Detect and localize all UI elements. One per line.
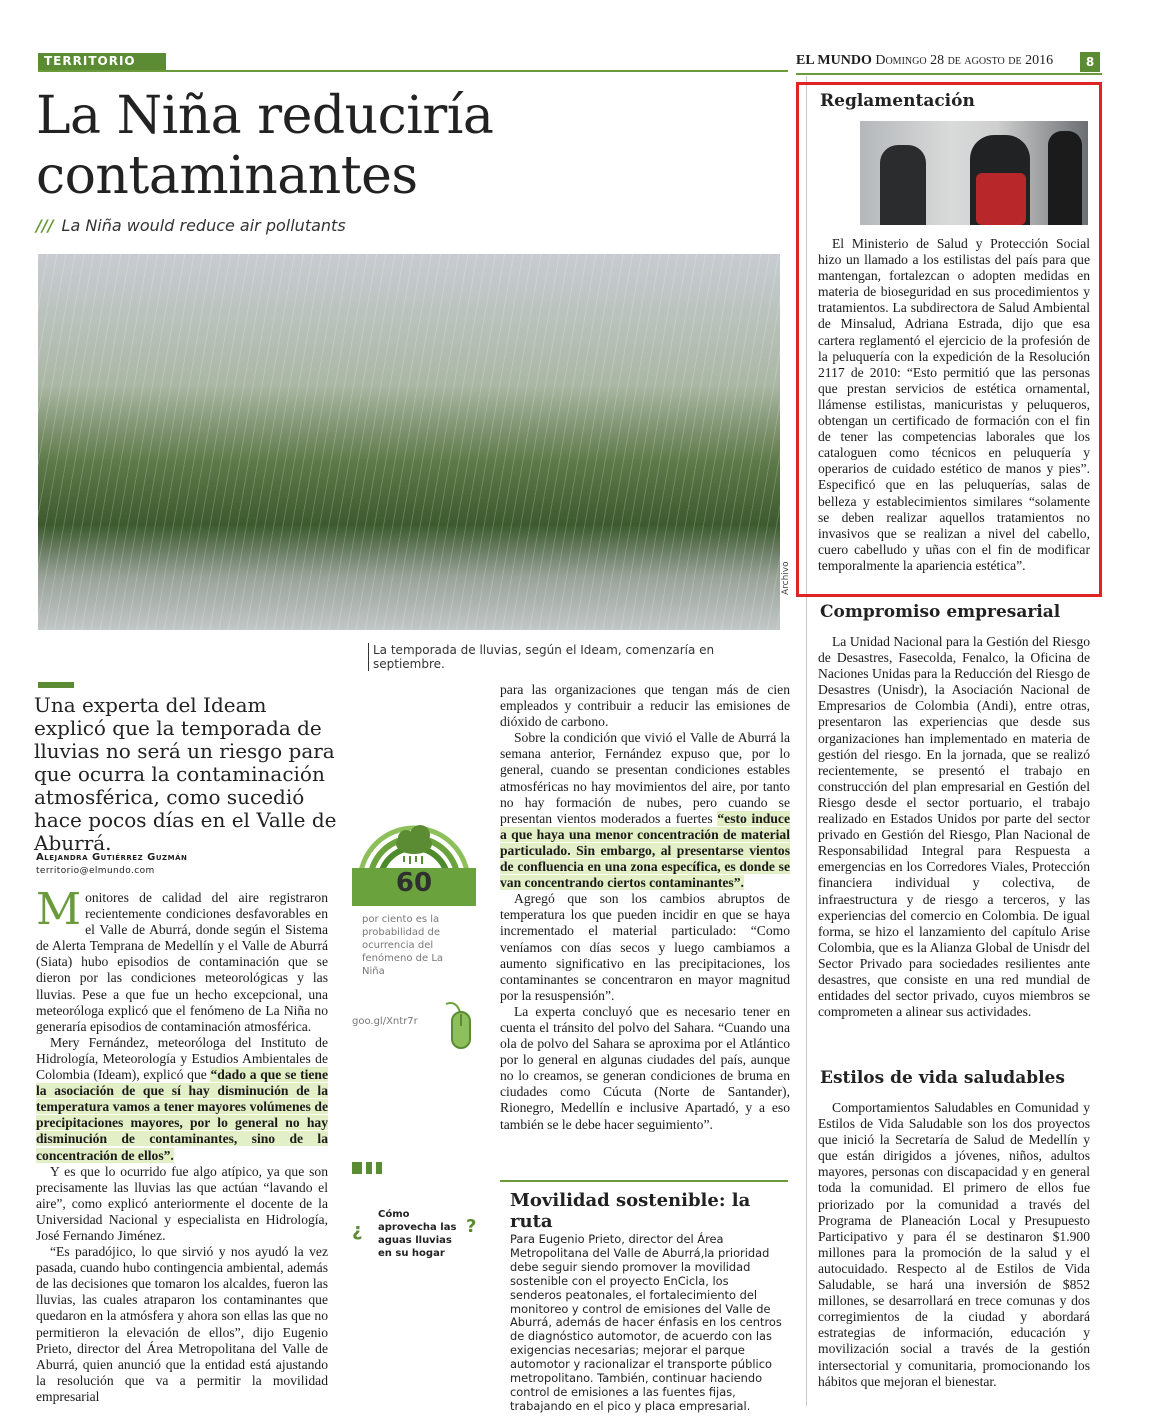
reglamentacion-text: El Ministerio de Salud y Protección Social hizo un llamado a los estilistas del país para que mantengan, fortalezcan o adopten medidas en materia de bioseguridad en sus procedimientos y tratamientos. La subdirectora de Salud Ambiental de Minsalud, Adriana Estrada, dijo que esa cartera reglamentó el ejercicio de la profesión de la peluquería con la expedición de la Resolución 2117 de 2010: “Esto permitió que las personas que prestan servicios de estética ornamental, llámense estilistas, manicuristas y peluqueros, obtengan un certificado de formación con el fin de tener las competencias laborales que los cataloguen como técnicos en peluquería y operarios de cuidado estético de manos y pies”. Especificó que en las peluquerías, salas de belleza y establecimientos similares “solamente se deben realizar aquellos tratamientos no invasivos que se realizan a nivel del cabello, cuero cabelludo y uñas con el fin de modificar temporalmente la apariencia estética”. [818, 236, 1090, 573]
tip-text: Cómo aprovecha las aguas lluvias en su hogar [378, 1209, 457, 1259]
paragraph-1 [36, 884, 328, 1035]
question-close: ? [466, 1216, 477, 1237]
photo-figure-cape [976, 173, 1026, 225]
paragraph-6 [500, 730, 790, 891]
bars-icon [352, 1162, 392, 1174]
page-number: 8 [1080, 52, 1100, 72]
estilos-title: Estilos de vida saludables [820, 1068, 1065, 1088]
paragraph-3: Y es que lo ocurrido fue algo atípico, ya que son precisamente las lluvias las que actúan “lavando el aire”, como explicó anteriormente el docente de la Universidad Nacional y especialista en Hidrología, José Fernando Jiménez. [36, 1163, 328, 1243]
compromiso-body [818, 634, 1090, 1020]
paragraph-5: para las organizaciones que tengan más de cien empleados y contribuir a reducir las emisiones de dióxido de carbono. [500, 682, 790, 730]
byline-email: territorio@elmundo.com [36, 866, 155, 876]
byline: Alejandra Gutiérrez Guzmán [36, 852, 188, 863]
estilos-text: Comportamientos Saludables en Comunidad y Estilos de Vida Saludable son los dos proyectos que inició la Secretaría de Salud de Medellín y que están dirigidos a jóvenes, niños, adultos mayores, personas con discapacidad y en general toda la comunidad. El primero de ellos fue priorizado por la comunidad a través del Programa de Planeación Local y Presupuesto Participativo y para él se destinaron $1.900 millones para la promoción de la salud y el autocuidado. Respecto al de Estilos de Vida Saludable, se hará una inversión de $852 millones, se desarrollará en trece comunas y dos corregimientos de la ciudad y abordará estrategias de información, educación y movilización social a través de la gestión intersectorial y comunitaria, promocionando los hábitos que mejoran el bienestar. [818, 1100, 1090, 1389]
headline [36, 86, 776, 206]
subhead-text: La Niña would reduce air pollutants [61, 216, 346, 235]
highlighted-quote-2: “esto induce a que haya una menor concentración de material particulado. Sin embargo, al presentarse vientos de confluencia en una zona específica, es donde se van concentrando ciertos contaminantes”. [500, 810, 790, 891]
rain-texture [38, 254, 780, 630]
compromiso-title: Compromiso empresarial [820, 602, 1061, 622]
article-column-1 [36, 884, 328, 1405]
photo-credit: Archivo [781, 561, 791, 595]
paragraph-8: La experta concluyó que es necesario tener en cuenta el tránsito del polvo del Sahara. “Cuando una ola de polvo del Sahara se aproxima por el Atlántico por lo general en algunas ciudades del país, aunque no lo creamos, se generan condiciones de bruma en ciudades como Cúcuta (Norte de Santander), Rionegro, Medellín e inclusive Apartadó, y a eso también se le debe hacer seguimiento”. [500, 1003, 790, 1132]
section-label: TERRITORIO [38, 53, 166, 71]
lead-paragraph: Una experta del Ideam explicó que la temporada de lluvias no será un riesgo para que ocurra la contaminación atmosférica, como sucedió hace pocos días en el Valle de Aburrá. [34, 693, 337, 855]
lead-accent-bar [38, 682, 74, 688]
paragraph-4: “Es paradójico, lo que sirvió y nos ayudó la vez pasada, cuando hubo contingencia ambiental, además de las decisiones que tomaron los alcaldes, fueron las lluvias, las cuales atraparon los contaminantes que quedaron en la atmósfera y ahora son ellas las que no permitieron la elevación de ellos”, dijo Eugenio Prieto, director del Área Metropolitana del Valle de Aburrá, quien anunció que la entidad está ajustando la resolución que va a permitir la movilidad empresarial [36, 1244, 328, 1404]
masthead [796, 53, 1076, 69]
slash-ornament: /// [36, 216, 54, 235]
headline-line-2: contaminantes [36, 146, 418, 206]
drop-cap: M [36, 884, 82, 935]
reglamentacion-title: Reglamentación [820, 91, 975, 111]
movilidad-title: Movilidad sostenible: la ruta [510, 1190, 751, 1232]
paragraph-1-text: onitores de calidad del aire registraron recientemente condiciones desfavorables en el Valle de Aburrá, donde según el Sistema de Alerta Temprana de Medellín y el Valle de Aburrá (Siata) hubo episodios de contaminación que se dieron por las condiciones meteorológicas y las lluvias. Pese a que fue un hecho excepcional, una meteoróloga explicó que el fenómeno de La Niña no generaría episodios de contaminación atmosférica. [36, 890, 328, 1034]
question-open: ¿ [352, 1220, 363, 1241]
paragraph-2-text: Mery Fernández, meteoróloga del Instituto de Hidrología, Meteorología y Estudios Ambientales de Colombia (Ideam), explicó que [36, 1034, 328, 1083]
mouse-icon [444, 998, 476, 1052]
probability-description: por ciento es la probabilidad de ocurrencia del fenómeno de La Niña [362, 914, 444, 977]
paper-name: EL MUNDO [796, 53, 872, 68]
photo-figure-3 [1048, 131, 1082, 225]
compromiso-text: La Unidad Nacional para la Gestión del Riesgo de Desastres, Fasecolda, Fenalco, la Oficina de Naciones Unidas para la Reducción del Riesgo de Desastres (Unisdr), la Asociación Nacional de Empresarios de Colombia (Andi), entre otras, presentaron las experiencias que desde sus organizaciones han implementado en materia de gestión del riesgo. En la jornada, que se realizó recientemente, se presentó el trabajo en construcción del plan empresarial en Gestión del Riesgo desde el sector portuario, el trabajo realizado en Estados Unidos por parte del sector privado en Gestión del Riesgo, Plan Nacional de Responsabilidad Integral para Respuesta a emergencias en los Corredores Viales, Protección financiera individual y colectiva, de infraestructura y de riesgo a terceros, y las experiencias del comercio en Colombia. De igual forma, se hizo el lanzamiento del capítulo Arise Colombia, que es la Alianza Global de Unisdr del Sector Privado para sociedades resilientes ante desastres, que consiste en una red mundial de entidades del sector privado, cuyos miembros se comprometen a alinear sus actividades. [818, 634, 1090, 1020]
reglamentacion-body [818, 236, 1090, 574]
issue-date: Domingo 28 de agosto de 2016 [875, 53, 1054, 68]
rain-photo [38, 254, 780, 630]
headline-line-1: La Niña reduciría [36, 86, 494, 146]
paragraph-7: Agregó que son los cambios abruptos de temperatura los que pueden incidir en que se haya incrementado el material particulado: “Como veníamos con días secos y luego cambiamos a aumento significativo en las precipitaciones, los contaminantes se concentraron en mayor magnitud por la resuspensión”. [500, 891, 790, 1003]
article-column-2 [500, 682, 790, 1133]
photo-caption: La temporada de lluvias, según el Ideam, comenzaría en septiembre. [368, 643, 788, 671]
photo-figure-1 [880, 145, 926, 225]
masthead-rule [796, 73, 1102, 75]
movilidad-body: Para Eugenio Prieto, director del Área Metropolitana del Valle de Aburrá,la prioridad debe seguir siendo promover la movilidad sostenible con el proyecto EnCicla, los senderos peatonales, el fortalecimiento del monitoreo y control de emisiones del Valle de Aburrá, además de hacer énfasis en los centros de diagnóstico automotor, de acuerdo con las exigencias necesarias; mejorar el parque automotor y racionalizar el transporte público metropolitano. También, continuar haciendo control de emisiones a las fuentes fijas, trabajando en el pico y placa empresarial. [510, 1232, 782, 1413]
salon-photo [860, 121, 1088, 225]
short-link[interactable]: goo.gl/Xntr7r [352, 1016, 418, 1027]
highlighted-quote: “dado a que se tiene la asociación de que sí hay disminución de la temperatura vamos a tener mayores volúmenes de precipitaciones mayores, por lo general no hay disminución de contaminantes, sino de la concentración de ellos”. [36, 1067, 328, 1163]
section-rule [38, 70, 788, 72]
probability-value: 60 [395, 868, 433, 898]
estilos-body [818, 1100, 1090, 1390]
mouse-cable [446, 1003, 460, 1012]
subheadline [36, 216, 736, 235]
paragraph-2 [36, 1035, 328, 1164]
paragraph-6-text: Sobre la condición que vivió el Valle de Aburrá la semana anterior, Fernández expuso que, por lo general, cuando se presentan condiciones estables atmosféricas no hay movimientos del aire, por tanto no hay formación de nubes, pero cuando se presentan vientos moderados a fuertes [500, 730, 790, 826]
